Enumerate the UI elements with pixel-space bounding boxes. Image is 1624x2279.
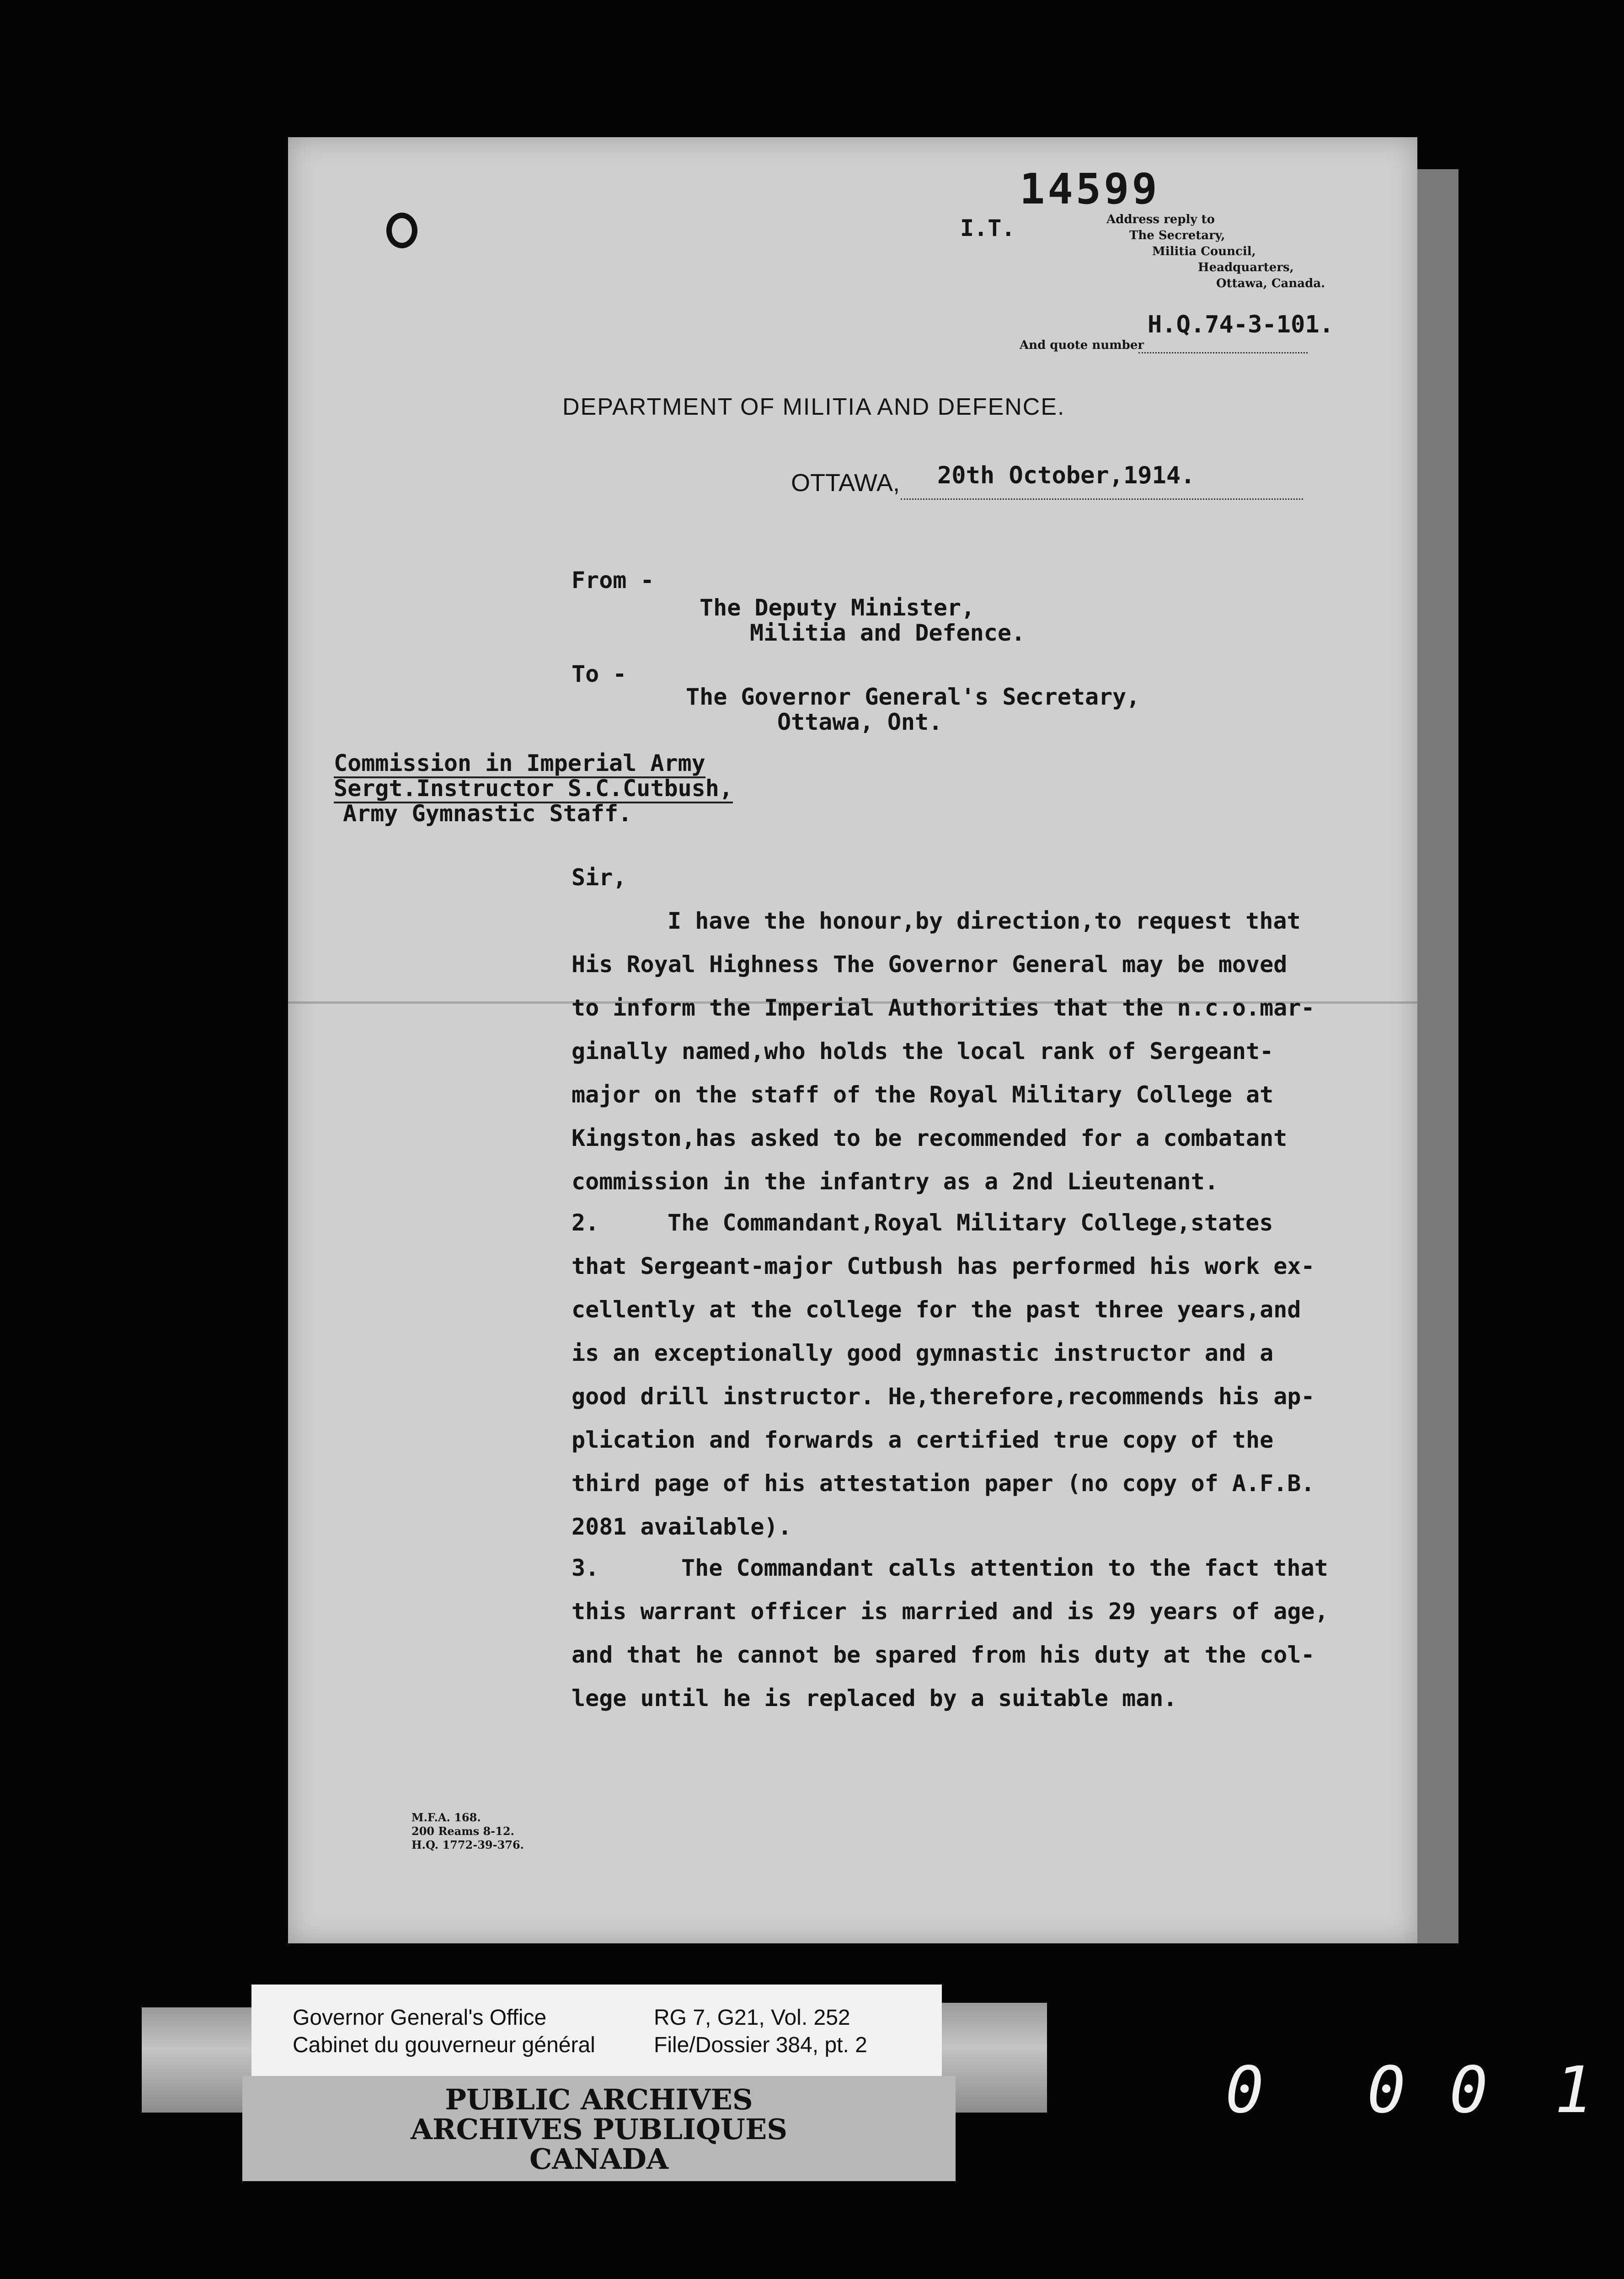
letter-date: 20th October,1914.	[937, 462, 1195, 489]
body-line: cellently at the college for the past three years,and	[572, 1296, 1301, 1323]
record-group-reference: RG 7, G21, Vol. 252	[654, 2006, 850, 2030]
from-label: From -	[572, 567, 654, 594]
body-line: Kingston,has asked to be recommended for a combatant	[572, 1125, 1287, 1151]
body-line: this warrant officer is married and is 29 years of age,	[572, 1598, 1329, 1625]
body-line: commission in the infantry as a 2nd Lieutenant.	[572, 1168, 1218, 1195]
form-footer-line: 200 Reams 8-12.	[411, 1824, 514, 1838]
file-number: 14599	[1020, 165, 1160, 214]
frame-digit: 0	[1367, 2053, 1406, 2128]
address-line: The Secretary,	[1129, 229, 1225, 242]
archives-stamp	[242, 2076, 956, 2181]
form-footer-line: H.Q. 1772-39-376.	[411, 1838, 524, 1851]
body-line: good drill instructor. He,therefore,recommends his ap-	[572, 1383, 1315, 1410]
address-line: Headquarters,	[1198, 261, 1294, 274]
frame-digit: 1	[1555, 2053, 1593, 2128]
body-line: lege until he is replaced by a suitable man.	[572, 1685, 1177, 1712]
to-label: To -	[572, 661, 627, 687]
letter-page	[288, 137, 1417, 1943]
body-line: ginally named,who holds the local rank of Sergeant-	[572, 1038, 1274, 1065]
body-line: that Sergeant-major Cutbush has performed his work ex-	[572, 1253, 1315, 1279]
quote-dotted-line	[1138, 352, 1308, 353]
archive-reference-label	[251, 1985, 942, 2076]
body-line: major on the staff of the Royal Military College at	[572, 1081, 1274, 1108]
body-line: third page of his attestation paper (no copy of A.F.B.	[572, 1470, 1315, 1497]
margin-note-line: Army Gymnastic Staff.	[343, 800, 632, 827]
date-dotted-line	[901, 498, 1303, 500]
office-french: Cabinet du gouverneur général	[293, 2033, 595, 2057]
body-line: The Commandant,Royal Military College,states	[668, 1209, 1273, 1236]
file-reference: File/Dossier 384, pt. 2	[654, 2033, 867, 2057]
address-line: Address reply to	[1106, 213, 1215, 226]
body-line: to inform the Imperial Authorities that the n.c.o.mar-	[572, 995, 1315, 1021]
margin-note-line: Sergt.Instructor S.C.Cutbush,	[334, 775, 733, 803]
frame-digit: 0	[1225, 2053, 1264, 2128]
quote-number-label: And quote number	[1020, 338, 1144, 352]
body-line: and that he cannot be spared from his duty at the col-	[572, 1642, 1315, 1668]
body-line: is an exceptionally good gymnastic instructor and a	[572, 1340, 1274, 1366]
paragraph-number: 2.	[572, 1209, 599, 1236]
form-footer-line: M.F.A. 168.	[411, 1811, 481, 1824]
from-line: Militia and Defence.	[750, 620, 1026, 646]
to-line: The Governor General's Secretary,	[686, 684, 1140, 710]
initials: I.T.	[960, 215, 1015, 241]
body-line: plication and forwards a certified true copy of the	[572, 1427, 1274, 1453]
frame-digit: 0	[1449, 2053, 1488, 2128]
address-line: Ottawa, Canada.	[1216, 277, 1325, 290]
body-line: 2081 available).	[572, 1514, 792, 1540]
paragraph-number: 3.	[572, 1555, 599, 1581]
archives-stamp-line: ARCHIVES PUBLIQUES	[410, 2113, 788, 2146]
from-line: The Deputy Minister,	[700, 594, 975, 621]
to-line: Ottawa, Ont.	[777, 709, 943, 735]
body-line: The Commandant calls attention to the fact that	[681, 1555, 1328, 1581]
salutation: Sir,	[572, 864, 627, 891]
office-english: Governor General's Office	[293, 2006, 547, 2030]
body-line: His Royal Highness The Governor General may be moved	[572, 951, 1287, 978]
punch-hole	[386, 213, 417, 248]
archives-stamp-line: PUBLIC ARCHIVES	[445, 2083, 753, 2116]
archives-stamp-line: CANADA	[529, 2142, 669, 2176]
place-label: OTTAWA,	[791, 469, 900, 497]
body-line: I have the honour,by direction,to request that	[668, 908, 1301, 934]
margin-note-line: Commission in Imperial Army	[334, 750, 705, 778]
hq-reference: H.Q.74-3-101.	[1148, 311, 1334, 338]
address-line: Militia Council,	[1152, 245, 1256, 258]
department-heading: DEPARTMENT OF MILITIA AND DEFENCE.	[562, 394, 1065, 420]
